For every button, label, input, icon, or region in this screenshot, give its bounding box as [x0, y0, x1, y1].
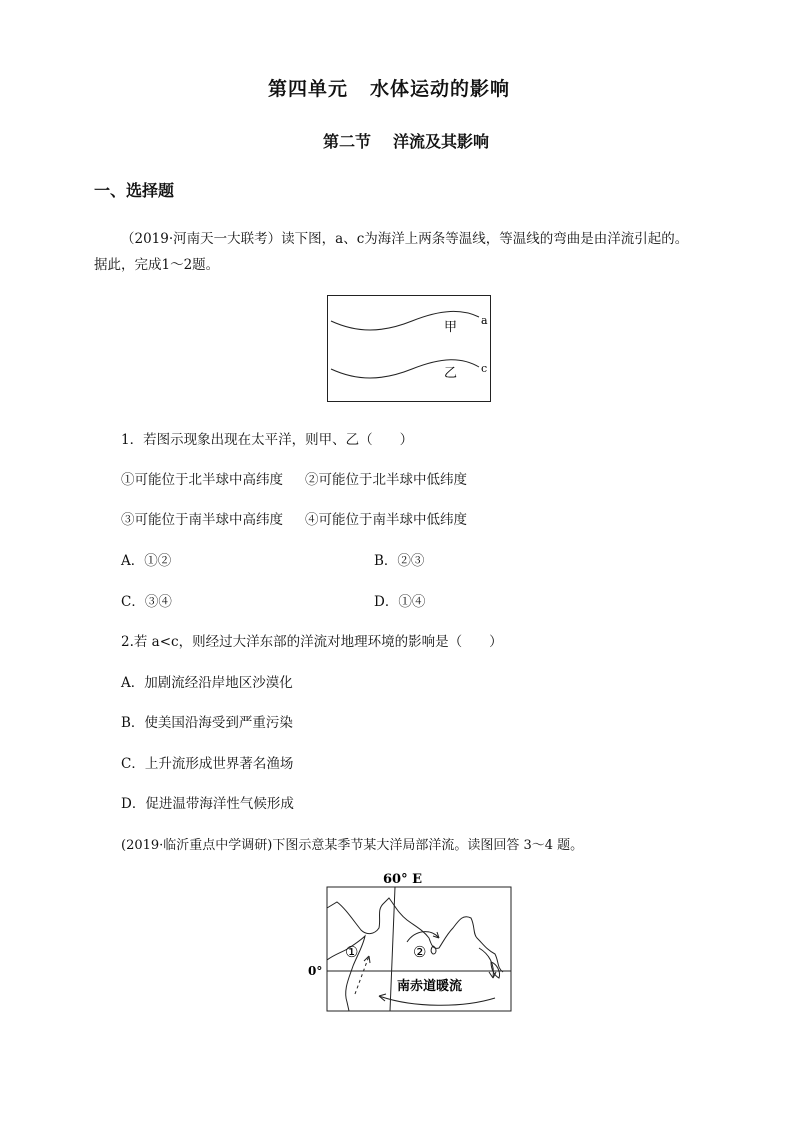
equator-label: 0° [308, 964, 323, 978]
q1-statement-4: ④可能位于南半球中低纬度 [305, 512, 467, 528]
somali-current-arrow [355, 956, 369, 994]
q1-stem: 1．若图示现象出现在太平洋，则甲、乙（ ） [121, 432, 414, 448]
q1-statement-1: ①可能位于北半球中高纬度 [121, 472, 283, 488]
unit-name: 水体运动的影响 [370, 78, 511, 100]
q1-statement-2: ②可能位于北半球中低纬度 [305, 472, 467, 488]
q1-statement-3: ③可能位于南半球中高纬度 [121, 512, 283, 528]
section-label: 第二节 [323, 132, 372, 151]
arrowhead-2 [364, 956, 370, 963]
longitude-label: 60° E [383, 872, 423, 887]
label-a: a [481, 314, 488, 327]
marker-1: ① [345, 943, 359, 961]
section-name: 洋流及其影响 [393, 132, 490, 151]
q2-option-b: B．使美国沿海受到严重污染 [121, 715, 293, 731]
q1-option-b: B．②③ [374, 553, 425, 569]
unit-title [268, 74, 510, 101]
label-yi: 乙 [444, 366, 458, 381]
label-c: c [481, 362, 488, 375]
marker-2: ② [413, 943, 427, 961]
q1-option-d: D．①④ [374, 594, 426, 610]
q2-stem: 2.若 a<c，则经过大洋东部的洋流对地理环境的影响是（ ） [121, 634, 503, 650]
intro-2: (2019·临沂重点中学调研)下图示意某季节某大洋局部洋流。读图回答 3～4 题。 [121, 838, 584, 853]
current-label: 南赤道暖流 [397, 979, 463, 994]
q2-option-c: C．上升流形成世界著名渔场 [121, 756, 294, 772]
label-jia: 甲 [444, 320, 458, 335]
part-heading: 一、选择题 [94, 181, 175, 200]
q1-option-c: C．③④ [121, 594, 172, 610]
q1-option-a: A．①② [121, 553, 172, 569]
ocean-current-map [303, 868, 503, 1013]
equatorial-current-arrow [379, 996, 495, 1005]
unit-label: 第四单元 [268, 78, 349, 100]
q2-option-d: D．促进温带海洋性气候形成 [121, 796, 294, 812]
figure-frame [328, 296, 491, 402]
section-title [323, 129, 489, 152]
q2-option-a: A．加剧流经沿岸地区沙漠化 [121, 675, 293, 691]
intro-1-line-1: （2019·河南天一大联考）读下图，a、c为海洋上两条等温线，等温线的弯曲是由洋流引起的。 [121, 231, 689, 247]
intro-1-line-2: 据此，完成1～2题。 [94, 257, 220, 273]
arrowhead-4 [489, 972, 496, 978]
isotherm-figure [327, 295, 492, 403]
